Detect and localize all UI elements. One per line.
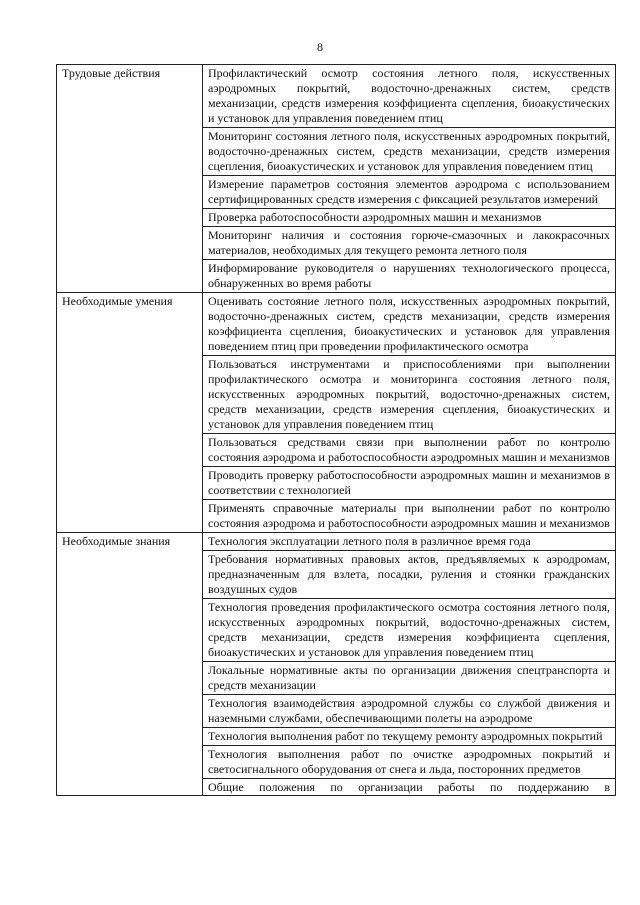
labor-action-item: Профилактический осмотр состояния летного поля, искусственных аэродромных покрытий, водосточно-дренажных систем, средств механизации, средств измерения коэффициента сцепления, биоакустических и установок для управления поведением птиц [203,65,616,128]
table-row [57,533,616,551]
skill-item: Пользоваться средствами связи при выполнении работ по контролю состояния аэродрома и работоспособности аэродромных машин и механизмов [203,434,616,467]
knowledge-item: Технология выполнения работ по очистке аэродромных покрытий и светосигнального оборудования от снега и льда, посторонних предметов [203,746,616,779]
labor-action-item: Мониторинг состояния летного поля, искусственных аэродромных покрытий, водосточно-дренажных систем, средств механизации, средств измерения сцепления, биоакустических и установок для управления поведением птиц [203,128,616,176]
skill-item: Оценивать состояние летного поля, искусственных аэродромных покрытий, водосточно-дренажных систем, средств механизации, средств измерения коэффициента сцепления, биоакустических и установок для управления поведением птиц при проведении профилактического осмотра [203,293,616,356]
section-label-required-knowledge: Необходимые знания [57,533,203,796]
skill-item: Применять справочные материалы при выполнении работ по контролю состояния аэродрома и работоспособности аэродромных машин и механизмов [203,500,616,533]
knowledge-item: Технология проведения профилактического осмотра состояния летного поля, искусственных аэродромных покрытий, водосточно-дренажных систем, средств механизации, средств измерения коэффициента сцепления, биоакустических и установок для управления поведением птиц [203,599,616,662]
knowledge-item: Технология взаимодействия аэродромной службы со службой движения и наземными службами, обеспечивающими полеты на аэродроме [203,695,616,728]
knowledge-item-continued-text: Общие положения по организации работы по поддержанию в [208,780,610,794]
skill-item: Пользоваться инструментами и приспособлениями при выполнении профилактического осмотра и мониторинга состояния летного поля, искусственных аэродромных покрытий, водосточно-дренажных систем, средств механизации, средств измерения сцепления, биоакустических и установок для управления поведением птиц [203,356,616,434]
knowledge-item: Технология эксплуатации летного поля в различное время года [203,533,616,551]
labor-action-item: Мониторинг наличия и состояния горюче-смазочных и лакокрасочных материалов, необходимых для текущего ремонта летного поля [203,227,616,260]
section-label-labor-actions: Трудовые действия [57,65,203,293]
section-label-required-skills: Необходимые умения [57,293,203,533]
labor-action-item: Измерение параметров состояния элементов аэродрома с использованием сертифицированных средств измерения с фиксацией результатов измерений [203,176,616,209]
table-row [57,293,616,356]
table-row [57,65,616,128]
knowledge-item: Требования нормативных правовых актов, предъявляемых к аэродромам, предназначенным для взлета, посадки, руления и стоянки гражданских воздушных судов [203,551,616,599]
page-number: 8 [317,40,323,54]
labor-action-item: Проверка работоспособности аэродромных машин и механизмов [203,209,616,227]
skill-item: Проводить проверку работоспособности аэродромных машин и механизмов в соответствии с технологией [203,467,616,500]
job-function-table [56,64,616,796]
knowledge-item-continued [203,779,616,796]
knowledge-item: Технология выполнения работ по текущему ремонту аэродромных покрытий [203,728,616,746]
knowledge-item: Локальные нормативные акты по организации движения спецтранспорта и средств механизации [203,662,616,695]
labor-action-item: Информирование руководителя о нарушениях технологического процесса, обнаруженных во время работы [203,260,616,293]
